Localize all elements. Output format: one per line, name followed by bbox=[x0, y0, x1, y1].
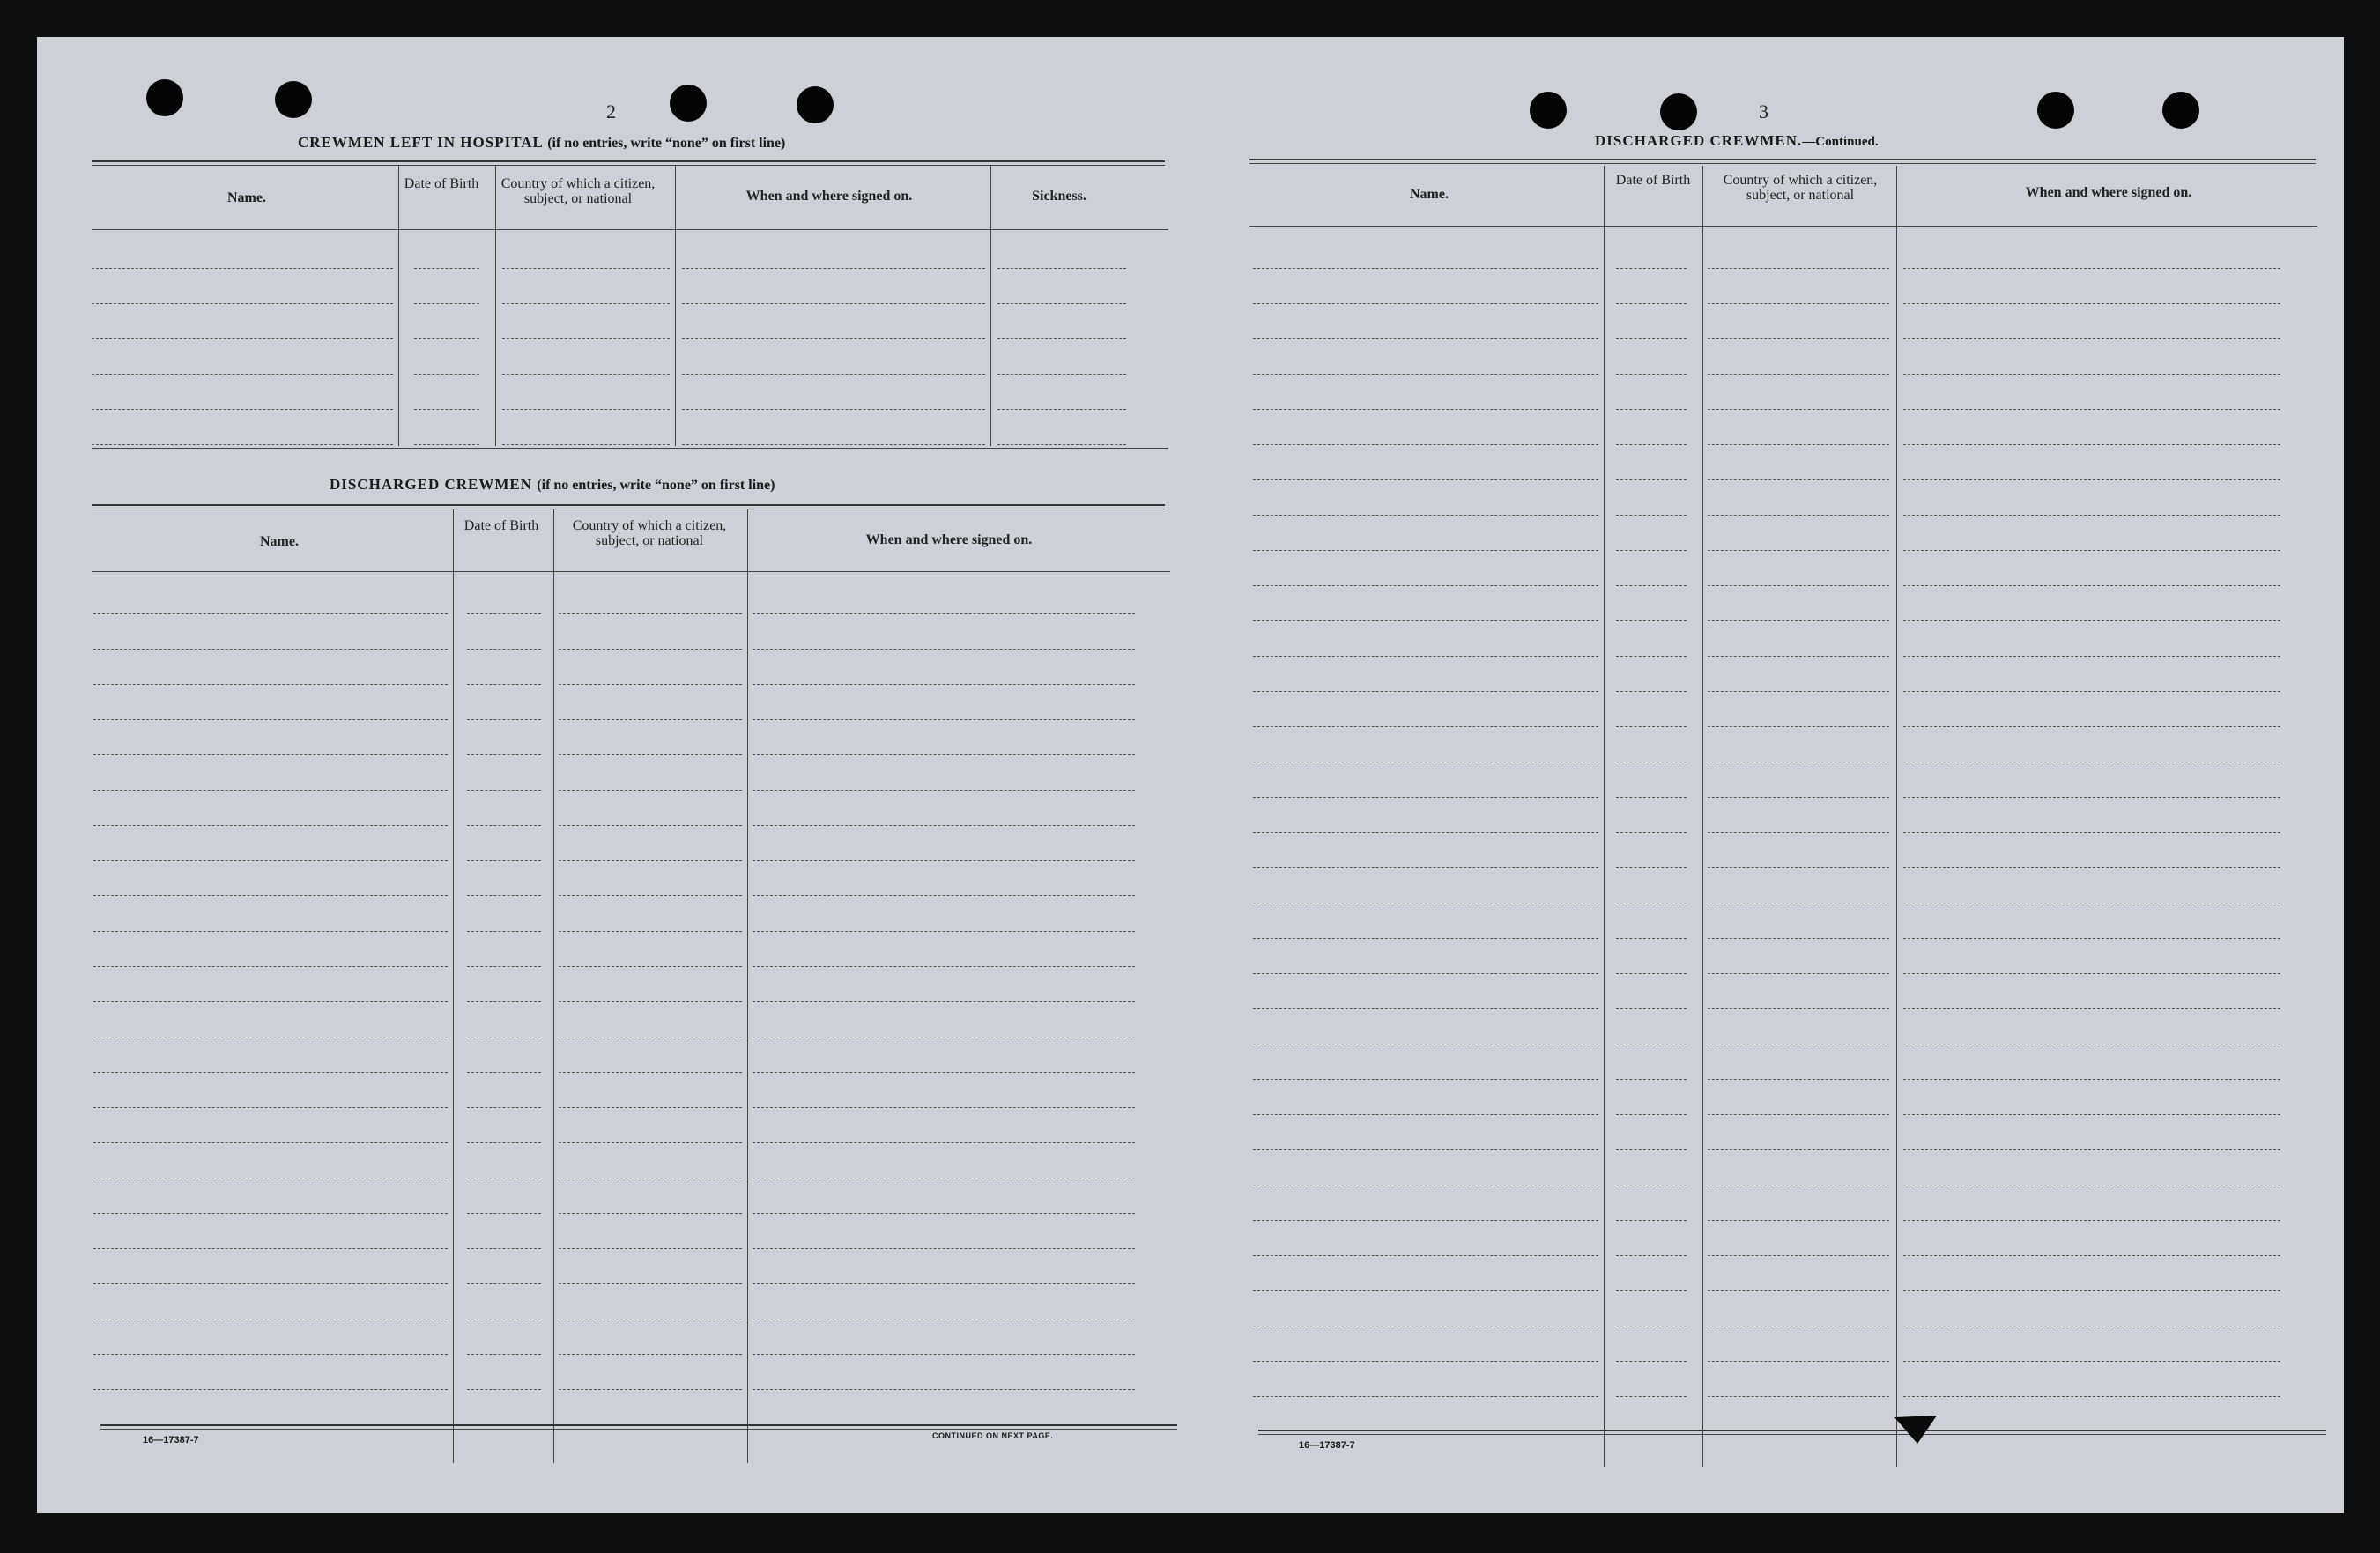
entry-line bbox=[1253, 656, 1598, 657]
entry-line bbox=[1903, 1361, 2280, 1362]
entry-line bbox=[93, 1213, 448, 1214]
entry-line bbox=[1708, 973, 1889, 974]
entry-line bbox=[93, 1389, 448, 1390]
entry-line bbox=[1616, 726, 1687, 727]
entry-line bbox=[1903, 444, 2280, 445]
discharged-section-title bbox=[330, 476, 775, 494]
entry-line bbox=[1616, 1008, 1687, 1009]
right-header-rule bbox=[1249, 226, 2317, 227]
entry-line bbox=[1708, 550, 1889, 551]
entry-line bbox=[1708, 1149, 1889, 1150]
entry-line bbox=[1253, 409, 1598, 410]
entry-line bbox=[467, 1107, 541, 1108]
entry-line bbox=[1708, 515, 1889, 516]
entry-line bbox=[753, 1142, 1135, 1143]
entry-line bbox=[753, 1072, 1135, 1073]
entry-line bbox=[414, 444, 479, 445]
entry-line bbox=[1616, 867, 1687, 868]
entry-line bbox=[559, 649, 742, 650]
entry-line bbox=[502, 268, 670, 269]
entry-line bbox=[93, 754, 448, 755]
entry-line bbox=[1616, 444, 1687, 445]
entry-line bbox=[1253, 1220, 1598, 1221]
entry-line bbox=[1616, 1079, 1687, 1080]
entry-line bbox=[93, 1107, 448, 1108]
entry-line bbox=[92, 409, 393, 410]
entry-line bbox=[1903, 585, 2280, 586]
entry-line bbox=[1708, 338, 1889, 339]
entry-line bbox=[467, 649, 541, 650]
entry-line bbox=[1616, 1220, 1687, 1221]
entry-line bbox=[559, 684, 742, 685]
entry-line bbox=[1903, 1149, 2280, 1150]
entry-line bbox=[1616, 797, 1687, 798]
entry-line bbox=[1616, 374, 1687, 375]
entry-line bbox=[1616, 973, 1687, 974]
entry-line bbox=[1903, 620, 2280, 621]
entry-line bbox=[92, 268, 393, 269]
discharged-col-signed: When and where signed on. bbox=[865, 532, 1033, 547]
entry-line bbox=[467, 1001, 541, 1002]
right-section-title bbox=[1595, 132, 1879, 150]
entry-line bbox=[753, 1107, 1135, 1108]
hospital-col-dob: Date of Birth bbox=[404, 176, 479, 191]
entry-line bbox=[92, 374, 393, 375]
entry-line bbox=[1903, 726, 2280, 727]
entry-line bbox=[1708, 585, 1889, 586]
entry-line bbox=[1903, 973, 2280, 974]
entry-line bbox=[1253, 726, 1598, 727]
entry-line bbox=[1253, 1008, 1598, 1009]
entry-line bbox=[467, 895, 541, 896]
hospital-header-rule bbox=[92, 229, 1168, 230]
hospital-col-divider bbox=[990, 166, 991, 446]
entry-line bbox=[1903, 1079, 2280, 1080]
entry-line bbox=[753, 790, 1135, 791]
entry-line bbox=[753, 1354, 1135, 1355]
entry-line bbox=[467, 1072, 541, 1073]
hospital-table-bottom-rule bbox=[92, 448, 1168, 449]
entry-line bbox=[1708, 444, 1889, 445]
entry-line bbox=[93, 860, 448, 861]
right-table-bottom-rule bbox=[1258, 1430, 2326, 1431]
entry-line bbox=[1903, 303, 2280, 304]
right-col-name: Name. bbox=[1410, 187, 1449, 202]
entry-line bbox=[753, 719, 1135, 720]
discharged-col-dob: Date of Birth bbox=[463, 518, 539, 533]
entry-line bbox=[753, 613, 1135, 614]
discharged-table-top-rule bbox=[92, 504, 1165, 506]
discharged-col-country: Country of which a citizen, subject, or national bbox=[572, 518, 727, 548]
entry-line bbox=[1253, 938, 1598, 939]
entry-line bbox=[1253, 1255, 1598, 1256]
punch-hole bbox=[670, 85, 707, 122]
entry-line bbox=[467, 860, 541, 861]
entry-line bbox=[93, 966, 448, 967]
entry-line bbox=[1253, 1079, 1598, 1080]
ink-mark bbox=[1891, 1408, 1944, 1447]
punch-hole bbox=[797, 86, 834, 123]
entry-line bbox=[1616, 1149, 1687, 1150]
entry-line bbox=[93, 1001, 448, 1002]
entry-line bbox=[753, 1283, 1135, 1284]
entry-line bbox=[1616, 479, 1687, 480]
entry-line bbox=[753, 754, 1135, 755]
right-title-text: DISCHARGED CREWMEN. bbox=[1595, 132, 1803, 149]
entry-line bbox=[559, 895, 742, 896]
entry-line bbox=[1616, 620, 1687, 621]
entry-line bbox=[1903, 1255, 2280, 1256]
entry-line bbox=[1903, 550, 2280, 551]
entry-line bbox=[1616, 938, 1687, 939]
entry-line bbox=[559, 613, 742, 614]
entry-line bbox=[467, 1142, 541, 1143]
entry-line bbox=[682, 268, 985, 269]
entry-line bbox=[1253, 620, 1598, 621]
discharged-title-text: DISCHARGED CREWMEN bbox=[330, 476, 533, 493]
entry-line bbox=[1708, 409, 1889, 410]
page-number-left: 2 bbox=[606, 100, 616, 123]
entry-line bbox=[1903, 797, 2280, 798]
discharged-table-bottom-rule bbox=[100, 1424, 1177, 1426]
entry-line bbox=[1616, 656, 1687, 657]
entry-line bbox=[559, 825, 742, 826]
entry-line bbox=[1253, 867, 1598, 868]
entry-line bbox=[414, 338, 479, 339]
entry-line bbox=[753, 1001, 1135, 1002]
entry-line bbox=[92, 444, 393, 445]
discharged-col-divider bbox=[453, 509, 454, 1463]
entry-line bbox=[502, 444, 670, 445]
hospital-col-name: Name. bbox=[227, 190, 266, 205]
entry-line bbox=[93, 1248, 448, 1249]
right-col-divider bbox=[1604, 166, 1605, 1467]
entry-line bbox=[753, 931, 1135, 932]
discharged-header-rule bbox=[92, 571, 1170, 572]
hospital-section-title bbox=[298, 134, 785, 152]
entry-line bbox=[1253, 1149, 1598, 1150]
entry-line bbox=[93, 684, 448, 685]
entry-line bbox=[1708, 1361, 1889, 1362]
entry-line bbox=[467, 825, 541, 826]
entry-line bbox=[1708, 1255, 1889, 1256]
entry-line bbox=[1253, 444, 1598, 445]
entry-line bbox=[1708, 867, 1889, 868]
entry-line bbox=[1253, 479, 1598, 480]
entry-line bbox=[997, 303, 1126, 304]
entry-line bbox=[1616, 268, 1687, 269]
entry-line bbox=[559, 966, 742, 967]
entry-line bbox=[1708, 303, 1889, 304]
punch-hole bbox=[1530, 92, 1567, 129]
discharged-col-name: Name. bbox=[260, 534, 299, 549]
entry-line bbox=[1708, 479, 1889, 480]
entry-line bbox=[1616, 691, 1687, 692]
entry-line bbox=[682, 303, 985, 304]
entry-line bbox=[92, 338, 393, 339]
entry-line bbox=[753, 1213, 1135, 1214]
entry-line bbox=[93, 719, 448, 720]
entry-line bbox=[93, 1283, 448, 1284]
entry-line bbox=[1903, 1396, 2280, 1397]
entry-line bbox=[93, 895, 448, 896]
right-table-top-rule bbox=[1249, 159, 2316, 160]
entry-line bbox=[467, 1213, 541, 1214]
entry-line bbox=[682, 374, 985, 375]
discharged-title-note: (if no entries, write “none” on first line) bbox=[537, 478, 775, 493]
entry-line bbox=[1253, 268, 1598, 269]
form-sheet bbox=[37, 37, 2344, 1513]
hospital-title-note: (if no entries, write “none” on first line) bbox=[547, 136, 786, 151]
entry-line bbox=[1903, 691, 2280, 692]
entry-line bbox=[1903, 268, 2280, 269]
entry-line bbox=[1616, 585, 1687, 586]
entry-line bbox=[1253, 550, 1598, 551]
entry-line bbox=[467, 966, 541, 967]
hospital-col-divider bbox=[398, 166, 399, 446]
entry-line bbox=[1708, 691, 1889, 692]
right-col-dob: Date of Birth bbox=[1615, 173, 1691, 188]
entry-line bbox=[1616, 1290, 1687, 1291]
hospital-title-text: CREWMEN LEFT IN HOSPITAL bbox=[298, 134, 543, 151]
form-number-left: 16—17387-7 bbox=[143, 1435, 199, 1445]
entry-line bbox=[753, 825, 1135, 826]
hospital-table-top-rule bbox=[92, 160, 1165, 162]
entry-line bbox=[1903, 656, 2280, 657]
entry-line bbox=[414, 303, 479, 304]
entry-line bbox=[1253, 515, 1598, 516]
entry-line bbox=[682, 444, 985, 445]
entry-line bbox=[1616, 550, 1687, 551]
entry-line bbox=[1903, 938, 2280, 939]
entry-line bbox=[1708, 1220, 1889, 1221]
entry-line bbox=[93, 1354, 448, 1355]
entry-line bbox=[1253, 797, 1598, 798]
hospital-col-signed: When and where signed on. bbox=[745, 189, 913, 204]
right-col-signed: When and where signed on. bbox=[2025, 185, 2192, 200]
entry-line bbox=[467, 1248, 541, 1249]
hospital-col-divider bbox=[495, 166, 496, 446]
entry-line bbox=[997, 374, 1126, 375]
entry-line bbox=[1903, 409, 2280, 410]
form-number-right: 16—17387-7 bbox=[1299, 1440, 1355, 1451]
entry-line bbox=[753, 1389, 1135, 1390]
entry-line bbox=[1903, 1290, 2280, 1291]
entry-line bbox=[1708, 726, 1889, 727]
entry-line bbox=[1253, 585, 1598, 586]
entry-line bbox=[93, 1072, 448, 1073]
entry-line bbox=[1253, 1396, 1598, 1397]
entry-line bbox=[1903, 1008, 2280, 1009]
entry-line bbox=[559, 860, 742, 861]
entry-line bbox=[559, 1072, 742, 1073]
entry-line bbox=[1253, 374, 1598, 375]
punch-hole bbox=[2037, 92, 2074, 129]
entry-line bbox=[1708, 1114, 1889, 1115]
entry-line bbox=[467, 613, 541, 614]
entry-line bbox=[1708, 1396, 1889, 1397]
entry-line bbox=[467, 1283, 541, 1284]
entry-line bbox=[1708, 656, 1889, 657]
entry-line bbox=[1708, 620, 1889, 621]
entry-line bbox=[1903, 867, 2280, 868]
entry-line bbox=[682, 338, 985, 339]
entry-line bbox=[1708, 1008, 1889, 1009]
entry-line bbox=[1708, 374, 1889, 375]
entry-line bbox=[559, 790, 742, 791]
entry-line bbox=[1253, 1361, 1598, 1362]
entry-line bbox=[559, 1001, 742, 1002]
entry-line bbox=[559, 1283, 742, 1284]
entry-line bbox=[753, 966, 1135, 967]
entry-line bbox=[753, 684, 1135, 685]
entry-line bbox=[467, 1354, 541, 1355]
entry-line bbox=[1903, 374, 2280, 375]
page-number-right: 3 bbox=[1759, 100, 1768, 123]
right-col-country: Country of which a citizen, subject, or national bbox=[1723, 173, 1878, 203]
entry-line bbox=[93, 613, 448, 614]
punch-hole bbox=[275, 81, 312, 118]
punch-hole bbox=[1660, 93, 1697, 130]
entry-line bbox=[1616, 1255, 1687, 1256]
entry-line bbox=[1616, 303, 1687, 304]
entry-line bbox=[414, 374, 479, 375]
entry-line bbox=[1708, 832, 1889, 833]
hospital-col-divider bbox=[675, 166, 676, 446]
entry-line bbox=[559, 719, 742, 720]
entry-line bbox=[753, 649, 1135, 650]
entry-line bbox=[753, 860, 1135, 861]
entry-line bbox=[559, 1107, 742, 1108]
entry-line bbox=[414, 268, 479, 269]
entry-line bbox=[1253, 973, 1598, 974]
right-col-divider bbox=[1896, 166, 1897, 1467]
entry-line bbox=[414, 409, 479, 410]
entry-line bbox=[559, 931, 742, 932]
entry-line bbox=[559, 754, 742, 755]
entry-line bbox=[1253, 832, 1598, 833]
entry-line bbox=[1903, 1220, 2280, 1221]
punch-hole bbox=[146, 79, 183, 116]
entry-line bbox=[997, 409, 1126, 410]
entry-line bbox=[753, 895, 1135, 896]
entry-line bbox=[1616, 832, 1687, 833]
discharged-col-divider bbox=[553, 509, 554, 1463]
entry-line bbox=[1253, 338, 1598, 339]
entry-line bbox=[1708, 268, 1889, 269]
entry-line bbox=[997, 268, 1126, 269]
entry-line bbox=[559, 1354, 742, 1355]
entry-line bbox=[1903, 1114, 2280, 1115]
entry-line bbox=[1903, 832, 2280, 833]
entry-line bbox=[559, 1389, 742, 1390]
entry-line bbox=[753, 1248, 1135, 1249]
entry-line bbox=[502, 338, 670, 339]
entry-line bbox=[467, 754, 541, 755]
right-title-suffix: —Continued. bbox=[1802, 135, 1879, 149]
entry-line bbox=[1253, 1114, 1598, 1115]
continued-note: CONTINUED ON NEXT PAGE. bbox=[932, 1431, 1054, 1440]
entry-line bbox=[93, 825, 448, 826]
entry-line bbox=[1708, 1290, 1889, 1291]
entry-line bbox=[1616, 1361, 1687, 1362]
entry-line bbox=[467, 790, 541, 791]
entry-line bbox=[559, 1213, 742, 1214]
entry-line bbox=[1903, 515, 2280, 516]
entry-line bbox=[93, 1142, 448, 1143]
entry-line bbox=[467, 1389, 541, 1390]
entry-line bbox=[1253, 1290, 1598, 1291]
entry-line bbox=[997, 444, 1126, 445]
right-col-divider bbox=[1702, 166, 1703, 1467]
punch-hole bbox=[2162, 92, 2199, 129]
entry-line bbox=[93, 931, 448, 932]
entry-line bbox=[467, 719, 541, 720]
entry-line bbox=[1616, 409, 1687, 410]
entry-line bbox=[682, 409, 985, 410]
entry-line bbox=[92, 303, 393, 304]
entry-line bbox=[1708, 938, 1889, 939]
entry-line bbox=[1616, 338, 1687, 339]
entry-line bbox=[502, 303, 670, 304]
entry-line bbox=[559, 1248, 742, 1249]
entry-line bbox=[1253, 303, 1598, 304]
hospital-col-country: Country of which a citizen, subject, or national bbox=[500, 176, 656, 206]
entry-line bbox=[1708, 1079, 1889, 1080]
entry-line bbox=[1253, 691, 1598, 692]
entry-line bbox=[1616, 1114, 1687, 1115]
entry-line bbox=[467, 931, 541, 932]
entry-line bbox=[502, 374, 670, 375]
hospital-col-sickness: Sickness. bbox=[1032, 189, 1086, 204]
entry-line bbox=[502, 409, 670, 410]
discharged-col-divider bbox=[747, 509, 748, 1463]
entry-line bbox=[1616, 1396, 1687, 1397]
entry-line bbox=[1616, 515, 1687, 516]
entry-line bbox=[997, 338, 1126, 339]
entry-line bbox=[559, 1142, 742, 1143]
entry-line bbox=[93, 649, 448, 650]
entry-line bbox=[1903, 338, 2280, 339]
entry-line bbox=[1903, 479, 2280, 480]
entry-line bbox=[93, 790, 448, 791]
entry-line bbox=[467, 684, 541, 685]
entry-line bbox=[1708, 797, 1889, 798]
